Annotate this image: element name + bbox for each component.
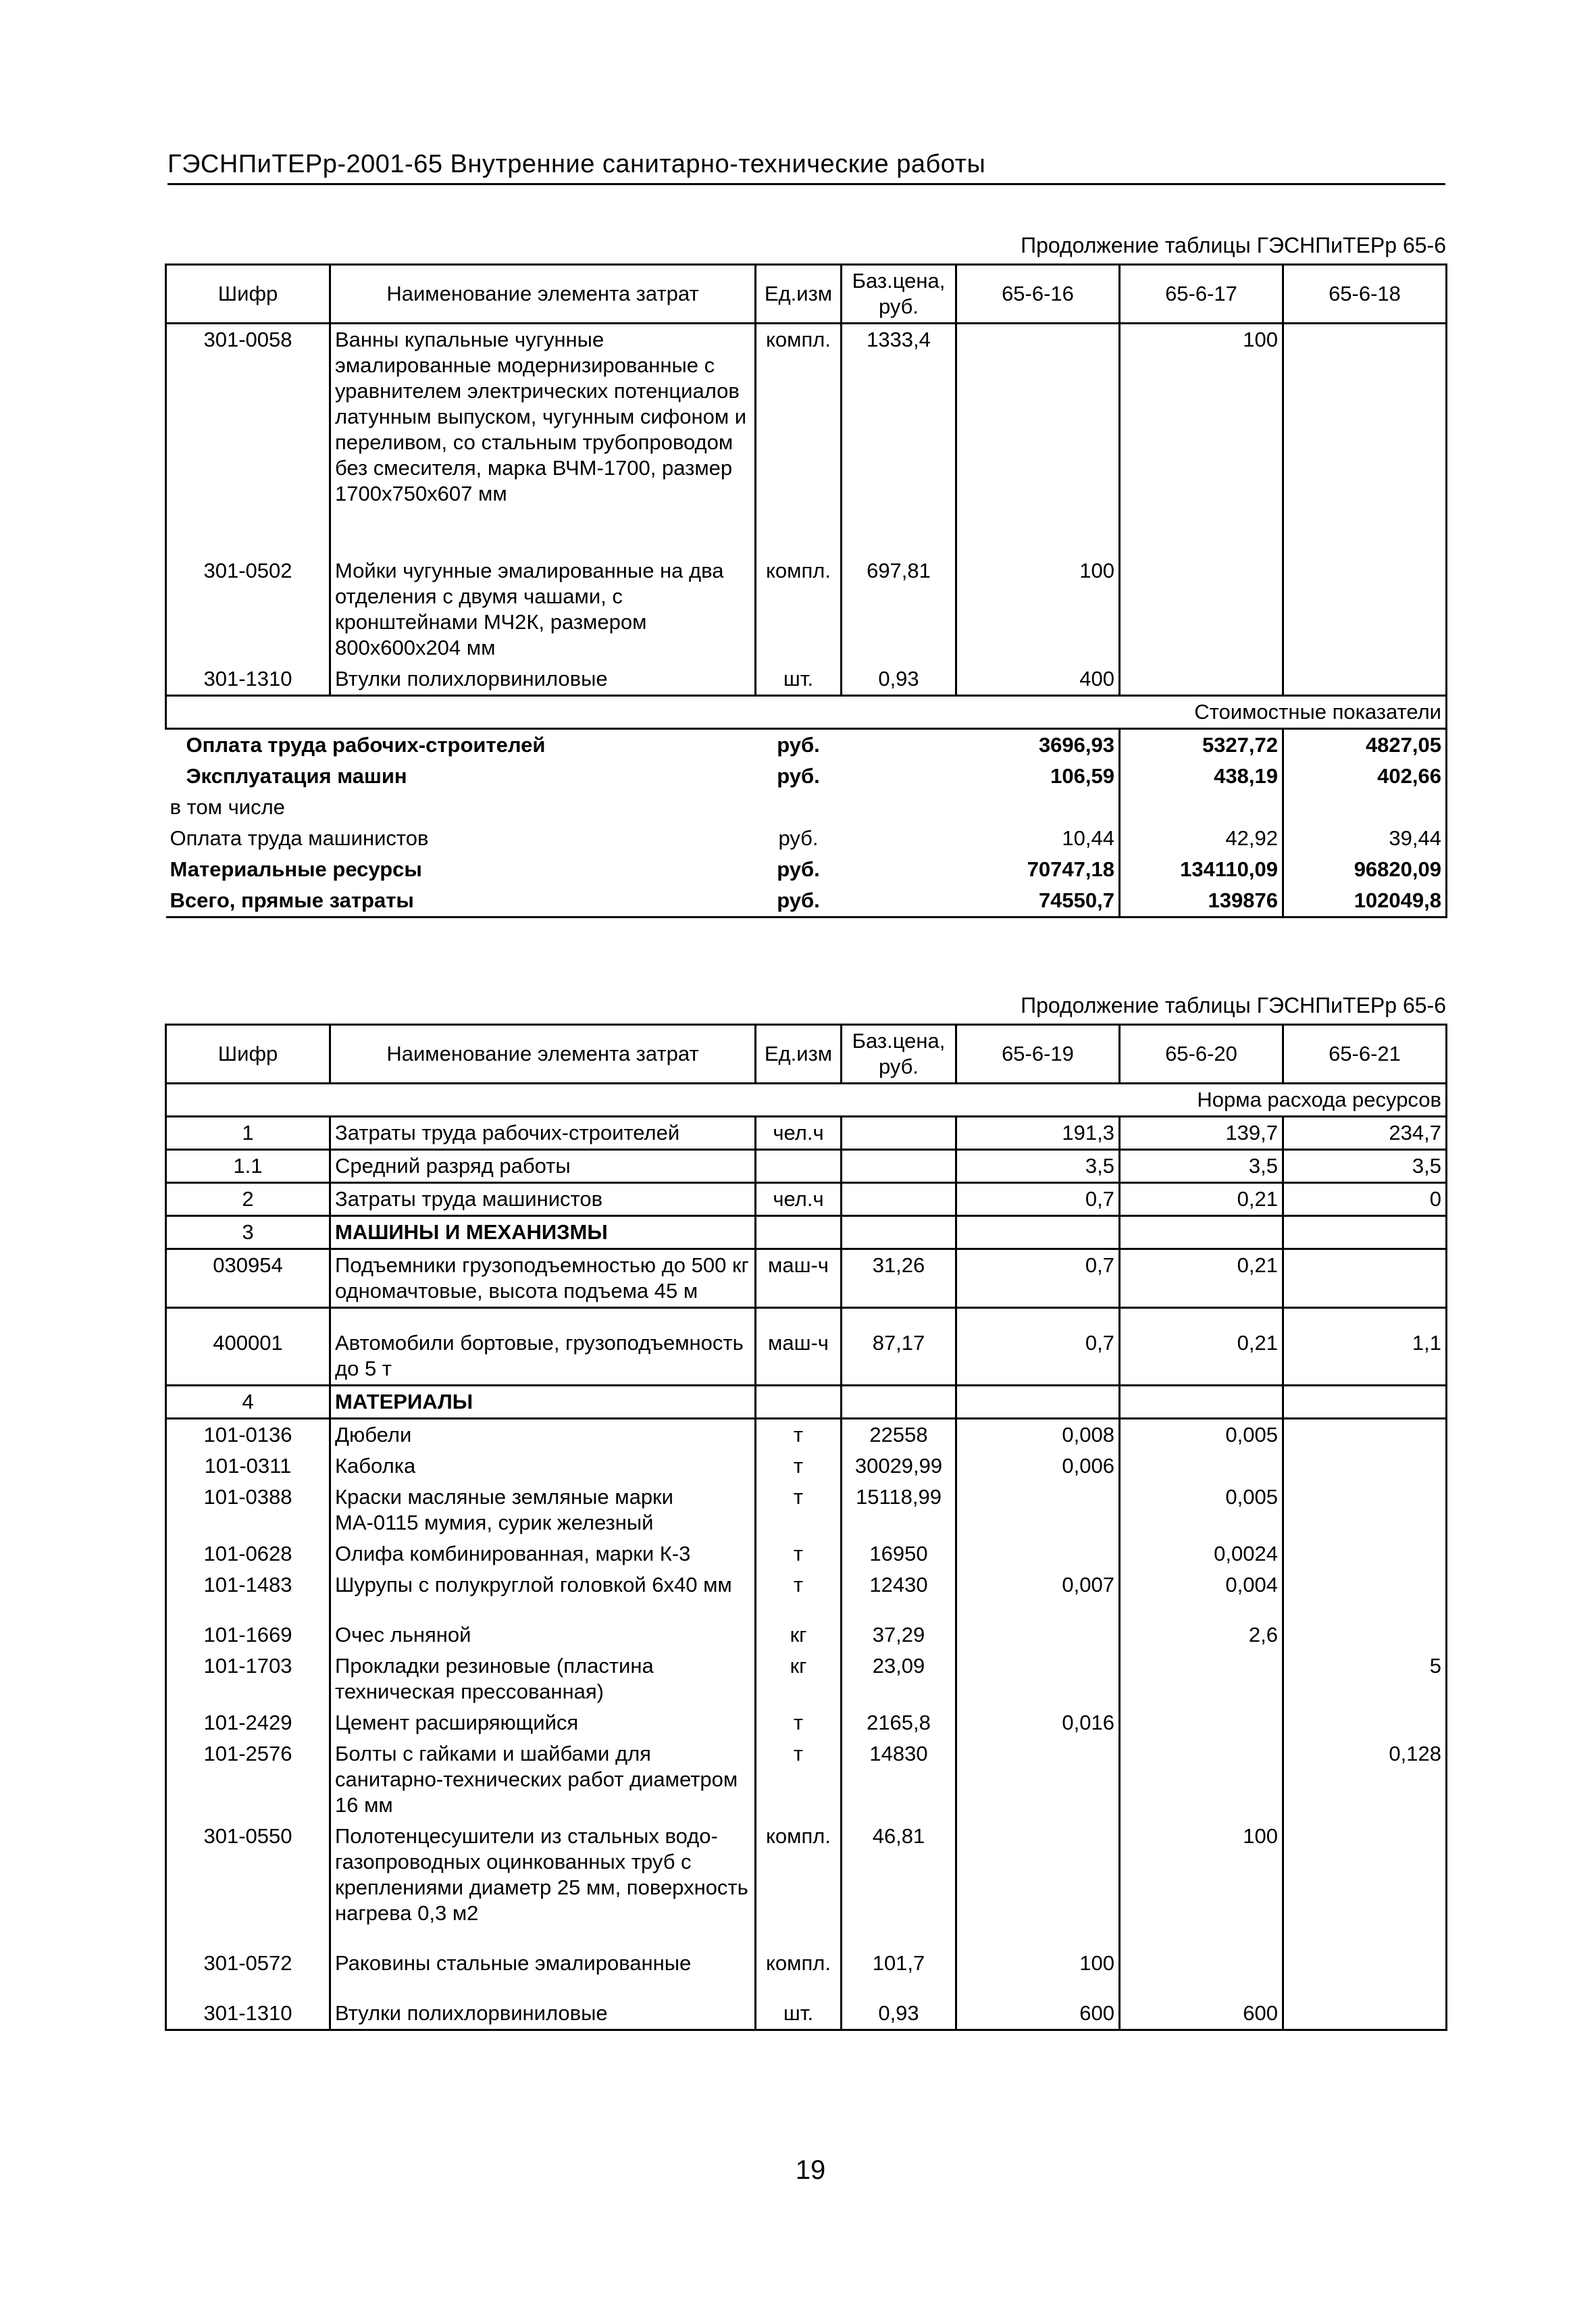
row-value-2 <box>1120 555 1283 663</box>
row-value-3 <box>1283 1538 1447 1569</box>
row-unit: шт. <box>756 1998 842 2030</box>
table-row <box>166 1948 1447 1979</box>
row-name: Затраты труда рабочих-строителей <box>330 1117 756 1150</box>
row-unit: т <box>756 1569 842 1601</box>
total-row <box>166 729 1447 761</box>
total-value-2: 438,19 <box>1120 761 1283 792</box>
table-row <box>166 555 1447 663</box>
row-value-3 <box>1283 1998 1447 2030</box>
row-name: Цемент расширяющийся <box>330 1707 756 1738</box>
row-value-2: 100 <box>1120 324 1283 510</box>
row-value-3 <box>1283 1419 1447 1451</box>
col-header-name: Наименование элемента затрат <box>330 265 756 324</box>
total-value-2 <box>1120 792 1283 823</box>
row-price: 23,09 <box>842 1651 956 1707</box>
row-value-3 <box>1283 1451 1447 1482</box>
total-name: Эксплуатация машин <box>186 764 407 788</box>
col-header-code: Шифр <box>166 1025 330 1084</box>
row-price: 15118,99 <box>842 1482 956 1538</box>
row-code: 101-0388 <box>166 1482 330 1538</box>
row-code: 301-0572 <box>166 1948 330 1979</box>
row-price <box>842 1117 956 1150</box>
row-value-3 <box>1283 1707 1447 1738</box>
section-header-row <box>166 1386 1447 1419</box>
row-code: 1 <box>166 1117 330 1150</box>
row-code: 101-2576 <box>166 1738 330 1821</box>
total-value-1: 10,44 <box>956 823 1120 854</box>
row-price: 2165,8 <box>842 1707 956 1738</box>
table-row <box>166 1419 1447 1451</box>
row-name: Каболка <box>330 1451 756 1482</box>
page-number: 19 <box>795 2155 826 2185</box>
total-name: в том числе <box>170 795 285 819</box>
row-name: Шурупы с полукруглой головкой 6х40 мм <box>330 1569 756 1601</box>
table-row <box>166 1328 1447 1386</box>
row-value-2: 0,21 <box>1120 1183 1283 1216</box>
row-name: Краски масляные земляные марки МА-0115 мумия, сурик железный <box>330 1482 756 1538</box>
section-header-row <box>166 1216 1447 1249</box>
total-unit: руб. <box>777 857 820 881</box>
row-unit: чел.ч <box>756 1117 842 1150</box>
row-value-1 <box>956 1482 1120 1538</box>
col-header-65-6-21: 65-6-21 <box>1283 1025 1447 1084</box>
row-code: 030954 <box>166 1249 330 1308</box>
row-value-2: 3,5 <box>1120 1150 1283 1183</box>
row-code: 101-0311 <box>166 1451 330 1482</box>
row-unit <box>756 1216 842 1249</box>
row-code: 301-1310 <box>166 663 330 696</box>
table-row <box>166 1738 1447 1821</box>
row-name: Автомобили бортовые, грузоподъемность до 5 т <box>330 1328 756 1386</box>
row-value-1 <box>956 1538 1120 1569</box>
row-value-3: 0 <box>1283 1183 1447 1216</box>
total-value-1: 74550,7 <box>956 885 1120 917</box>
table-row <box>166 1569 1447 1601</box>
row-name: Мойки чугунные эмалированные на два отделения с двумя чашами, с кронштейнами МЧ2К, размером 800х600х204 мм <box>330 555 756 663</box>
row-value-1: 100 <box>956 1948 1120 1979</box>
row-value-1: 3,5 <box>956 1150 1120 1183</box>
row-unit: т <box>756 1538 842 1569</box>
row-code: 4 <box>166 1386 330 1419</box>
row-unit: т <box>756 1707 842 1738</box>
row-value-2: 0,21 <box>1120 1249 1283 1308</box>
col-header-unit: Ед.изм <box>756 1025 842 1084</box>
total-unit <box>756 792 842 823</box>
section-label: Стоимостные показатели <box>166 696 1447 729</box>
total-name: Оплата труда рабочих-строителей <box>186 733 546 757</box>
row-value-1 <box>956 1216 1120 1249</box>
row-value-1: 0,008 <box>956 1419 1120 1451</box>
row-value-2: 0,005 <box>1120 1419 1283 1451</box>
row-name: МАТЕРИАЛЫ <box>330 1386 756 1419</box>
col-header-65-6-20: 65-6-20 <box>1120 1025 1283 1084</box>
row-unit: компл. <box>756 555 842 663</box>
row-value-3 <box>1283 1482 1447 1538</box>
total-unit: руб. <box>756 885 842 917</box>
row-value-1: 0,006 <box>956 1451 1120 1482</box>
row-name: Прокладки резиновые (пластина техническая прессованная) <box>330 1651 756 1707</box>
row-name: Втулки полихлорвиниловые <box>330 663 756 696</box>
row-unit: компл. <box>756 324 842 510</box>
row-value-1 <box>956 1651 1120 1707</box>
row-value-2 <box>1120 1651 1283 1707</box>
table-row <box>166 1482 1447 1538</box>
row-price <box>842 1386 956 1419</box>
row-code: 101-2429 <box>166 1707 330 1738</box>
row-name: Полотенцесушители из стальных водо-газопроводных оцинкованных труб с креплениями диаметр 25 мм, поверхность нагрева 0,3 м2 <box>330 1821 756 1929</box>
row-value-2 <box>1120 1451 1283 1482</box>
col-header-name: Наименование элемента затрат <box>330 1025 756 1084</box>
total-value-3: 4827,05 <box>1283 729 1447 761</box>
col-header-price: Баз.цена, руб. <box>842 265 956 324</box>
total-unit: руб. <box>777 733 820 757</box>
row-price: 22558 <box>842 1419 956 1451</box>
total-value-3: 102049,8 <box>1283 885 1447 917</box>
row-price: 1333,4 <box>842 324 956 510</box>
table-row <box>166 1183 1447 1216</box>
row-price: 87,17 <box>842 1328 956 1386</box>
table-row <box>166 1707 1447 1738</box>
section-label: Норма расхода ресурсов <box>166 1084 1447 1117</box>
total-value-2: 134110,09 <box>1120 854 1283 885</box>
table1-caption: Продолжение таблицы ГЭСНПиТЕРр 65-6 <box>1021 233 1446 257</box>
row-value-1: 0,007 <box>956 1569 1120 1601</box>
row-value-1: 600 <box>956 1998 1120 2030</box>
row-value-2: 0,004 <box>1120 1569 1283 1601</box>
table-row <box>166 1998 1447 2030</box>
row-unit: маш-ч <box>756 1249 842 1308</box>
row-value-1 <box>956 1738 1120 1821</box>
row-unit: кг <box>756 1619 842 1651</box>
row-unit: т <box>756 1419 842 1451</box>
row-value-1 <box>956 1821 1120 1929</box>
row-value-1 <box>956 1619 1120 1651</box>
row-value-1: 100 <box>956 555 1120 663</box>
row-value-3 <box>1283 1249 1447 1308</box>
col-header-price: Баз.цена, руб. <box>842 1025 956 1084</box>
col-header-code: Шифр <box>166 265 330 324</box>
row-value-3: 5 <box>1283 1651 1447 1707</box>
table1-header-row <box>166 265 1447 324</box>
row-unit: шт. <box>756 663 842 696</box>
row-price: 37,29 <box>842 1619 956 1651</box>
total-row <box>166 792 1447 823</box>
total-row <box>166 854 1447 885</box>
row-unit: т <box>756 1482 842 1538</box>
section-label-row <box>166 696 1447 729</box>
row-value-2: 100 <box>1120 1821 1283 1929</box>
row-value-1: 0,7 <box>956 1249 1120 1308</box>
row-price: 14830 <box>842 1738 956 1821</box>
row-unit: т <box>756 1738 842 1821</box>
row-price: 697,81 <box>842 555 956 663</box>
row-price: 101,7 <box>842 1948 956 1979</box>
row-code: 1.1 <box>166 1150 330 1183</box>
row-value-3 <box>1283 1948 1447 1979</box>
row-code: 301-0550 <box>166 1821 330 1929</box>
row-value-2 <box>1120 1386 1283 1419</box>
row-value-3 <box>1283 1569 1447 1601</box>
row-unit: чел.ч <box>756 1183 842 1216</box>
cost-table-2 <box>165 1024 1447 2031</box>
total-value-2: 42,92 <box>1120 823 1283 854</box>
col-header-unit: Ед.изм <box>756 265 842 324</box>
row-value-2: 0,005 <box>1120 1482 1283 1538</box>
row-price: 46,81 <box>842 1821 956 1929</box>
row-value-3 <box>1283 1216 1447 1249</box>
row-code: 3 <box>166 1216 330 1249</box>
total-unit: руб. <box>778 826 819 850</box>
row-value-2 <box>1120 1948 1283 1979</box>
row-value-2 <box>1120 1707 1283 1738</box>
row-code: 101-1669 <box>166 1619 330 1651</box>
row-unit: кг <box>756 1651 842 1707</box>
table-row <box>166 1651 1447 1707</box>
table-row <box>166 1451 1447 1482</box>
row-value-3: 3,5 <box>1283 1150 1447 1183</box>
total-value-1: 106,59 <box>956 761 1120 792</box>
row-name: Дюбели <box>330 1419 756 1451</box>
total-name: Материальные ресурсы <box>170 857 422 881</box>
row-price: 0,93 <box>842 663 956 696</box>
row-name: МАШИНЫ И МЕХАНИЗМЫ <box>330 1216 756 1249</box>
row-value-1: 0,7 <box>956 1328 1120 1386</box>
row-value-3 <box>1283 555 1447 663</box>
row-value-2: 0,21 <box>1120 1328 1283 1386</box>
row-value-2: 0,0024 <box>1120 1538 1283 1569</box>
row-name: Очес льняной <box>330 1619 756 1651</box>
total-row <box>166 823 1447 854</box>
row-value-3 <box>1283 663 1447 696</box>
row-price: 16950 <box>842 1538 956 1569</box>
row-unit: компл. <box>756 1948 842 1979</box>
col-header-65-6-19: 65-6-19 <box>956 1025 1120 1084</box>
cost-table-1 <box>165 263 1447 918</box>
total-value-3 <box>1283 792 1447 823</box>
row-value-1 <box>956 324 1120 510</box>
row-code: 301-1310 <box>166 1998 330 2030</box>
table-row <box>166 1249 1447 1308</box>
row-price: 0,93 <box>842 1998 956 2030</box>
row-name: Средний разряд работы <box>330 1150 756 1183</box>
row-name: Втулки полихлорвиниловые <box>330 1998 756 2030</box>
total-value-3: 39,44 <box>1283 823 1447 854</box>
row-unit: маш-ч <box>756 1328 842 1386</box>
row-code: 101-1483 <box>166 1569 330 1601</box>
row-name: Олифа комбинированная, марки К-3 <box>330 1538 756 1569</box>
row-value-3 <box>1283 1619 1447 1651</box>
row-unit <box>756 1386 842 1419</box>
table-row <box>166 1150 1447 1183</box>
row-value-3: 1,1 <box>1283 1328 1447 1386</box>
total-row <box>166 885 1447 917</box>
row-code: 301-0058 <box>166 324 330 510</box>
row-value-2: 139,7 <box>1120 1117 1283 1150</box>
row-value-2: 600 <box>1120 1998 1283 2030</box>
row-unit: компл. <box>756 1821 842 1929</box>
document-header: ГЭСНПиТЕРр-2001-65 Внутренние санитарно-технические работы <box>168 150 1445 185</box>
table-row <box>166 663 1447 696</box>
row-value-2 <box>1120 1738 1283 1821</box>
col-header-65-6-16: 65-6-16 <box>956 265 1120 324</box>
total-unit: руб. <box>777 764 820 788</box>
row-price <box>842 1216 956 1249</box>
total-value-3: 96820,09 <box>1283 854 1447 885</box>
row-name: Раковины стальные эмалированные <box>330 1948 756 1979</box>
row-code: 400001 <box>166 1328 330 1386</box>
row-name: Подъемники грузоподъемностью до 500 кг одномачтовые, высота подъема 45 м <box>330 1249 756 1308</box>
total-value-1: 3696,93 <box>956 729 1120 761</box>
col-header-65-6-17: 65-6-17 <box>1120 265 1283 324</box>
row-price: 31,26 <box>842 1249 956 1308</box>
row-value-3 <box>1283 1386 1447 1419</box>
table-row <box>166 324 1447 510</box>
total-value-3: 402,66 <box>1283 761 1447 792</box>
total-value-2: 5327,72 <box>1120 729 1283 761</box>
total-name: Оплата труда машинистов <box>170 826 429 850</box>
col-header-65-6-18: 65-6-18 <box>1283 265 1447 324</box>
row-price: 12430 <box>842 1569 956 1601</box>
total-value-1: 70747,18 <box>956 854 1120 885</box>
total-value-2: 139876 <box>1120 885 1283 917</box>
row-value-1: 400 <box>956 663 1120 696</box>
row-value-3: 0,128 <box>1283 1738 1447 1821</box>
row-code: 2 <box>166 1183 330 1216</box>
row-value-1: 0,016 <box>956 1707 1120 1738</box>
row-value-1 <box>956 1386 1120 1419</box>
row-value-1: 0,7 <box>956 1183 1120 1216</box>
table-row <box>166 1117 1447 1150</box>
row-unit: т <box>756 1451 842 1482</box>
total-name: Всего, прямые затраты <box>166 885 756 917</box>
row-name: Затраты труда машинистов <box>330 1183 756 1216</box>
row-value-1: 191,3 <box>956 1117 1120 1150</box>
total-value-1 <box>956 792 1120 823</box>
table-row <box>166 1619 1447 1651</box>
row-price: 30029,99 <box>842 1451 956 1482</box>
table-row <box>166 1821 1447 1929</box>
row-price <box>842 1183 956 1216</box>
row-value-3 <box>1283 1821 1447 1929</box>
row-code: 301-0502 <box>166 555 330 663</box>
row-name: Ванны купальные чугунные эмалированные модернизированные с уравнителем электрических потенциалов латунным выпуском, чугунным сифоном и переливом, со стальным трубопроводом без смесителя, марка ВЧМ-1700, размер 1700х750х607 мм <box>330 324 756 510</box>
table2-header-row <box>166 1025 1447 1084</box>
row-value-3: 234,7 <box>1283 1117 1447 1150</box>
row-value-3 <box>1283 324 1447 510</box>
row-value-2 <box>1120 663 1283 696</box>
section-label-row <box>166 1084 1447 1117</box>
table-row <box>166 1538 1447 1569</box>
row-unit <box>756 1150 842 1183</box>
row-price <box>842 1150 956 1183</box>
row-code: 101-0628 <box>166 1538 330 1569</box>
row-value-2 <box>1120 1216 1283 1249</box>
row-value-2: 2,6 <box>1120 1619 1283 1651</box>
row-code: 101-1703 <box>166 1651 330 1707</box>
total-row <box>166 761 1447 792</box>
row-code: 101-0136 <box>166 1419 330 1451</box>
row-name: Болты с гайками и шайбами для санитарно-технических работ диаметром 16 мм <box>330 1738 756 1821</box>
table2-caption: Продолжение таблицы ГЭСНПиТЕРр 65-6 <box>1021 993 1446 1017</box>
